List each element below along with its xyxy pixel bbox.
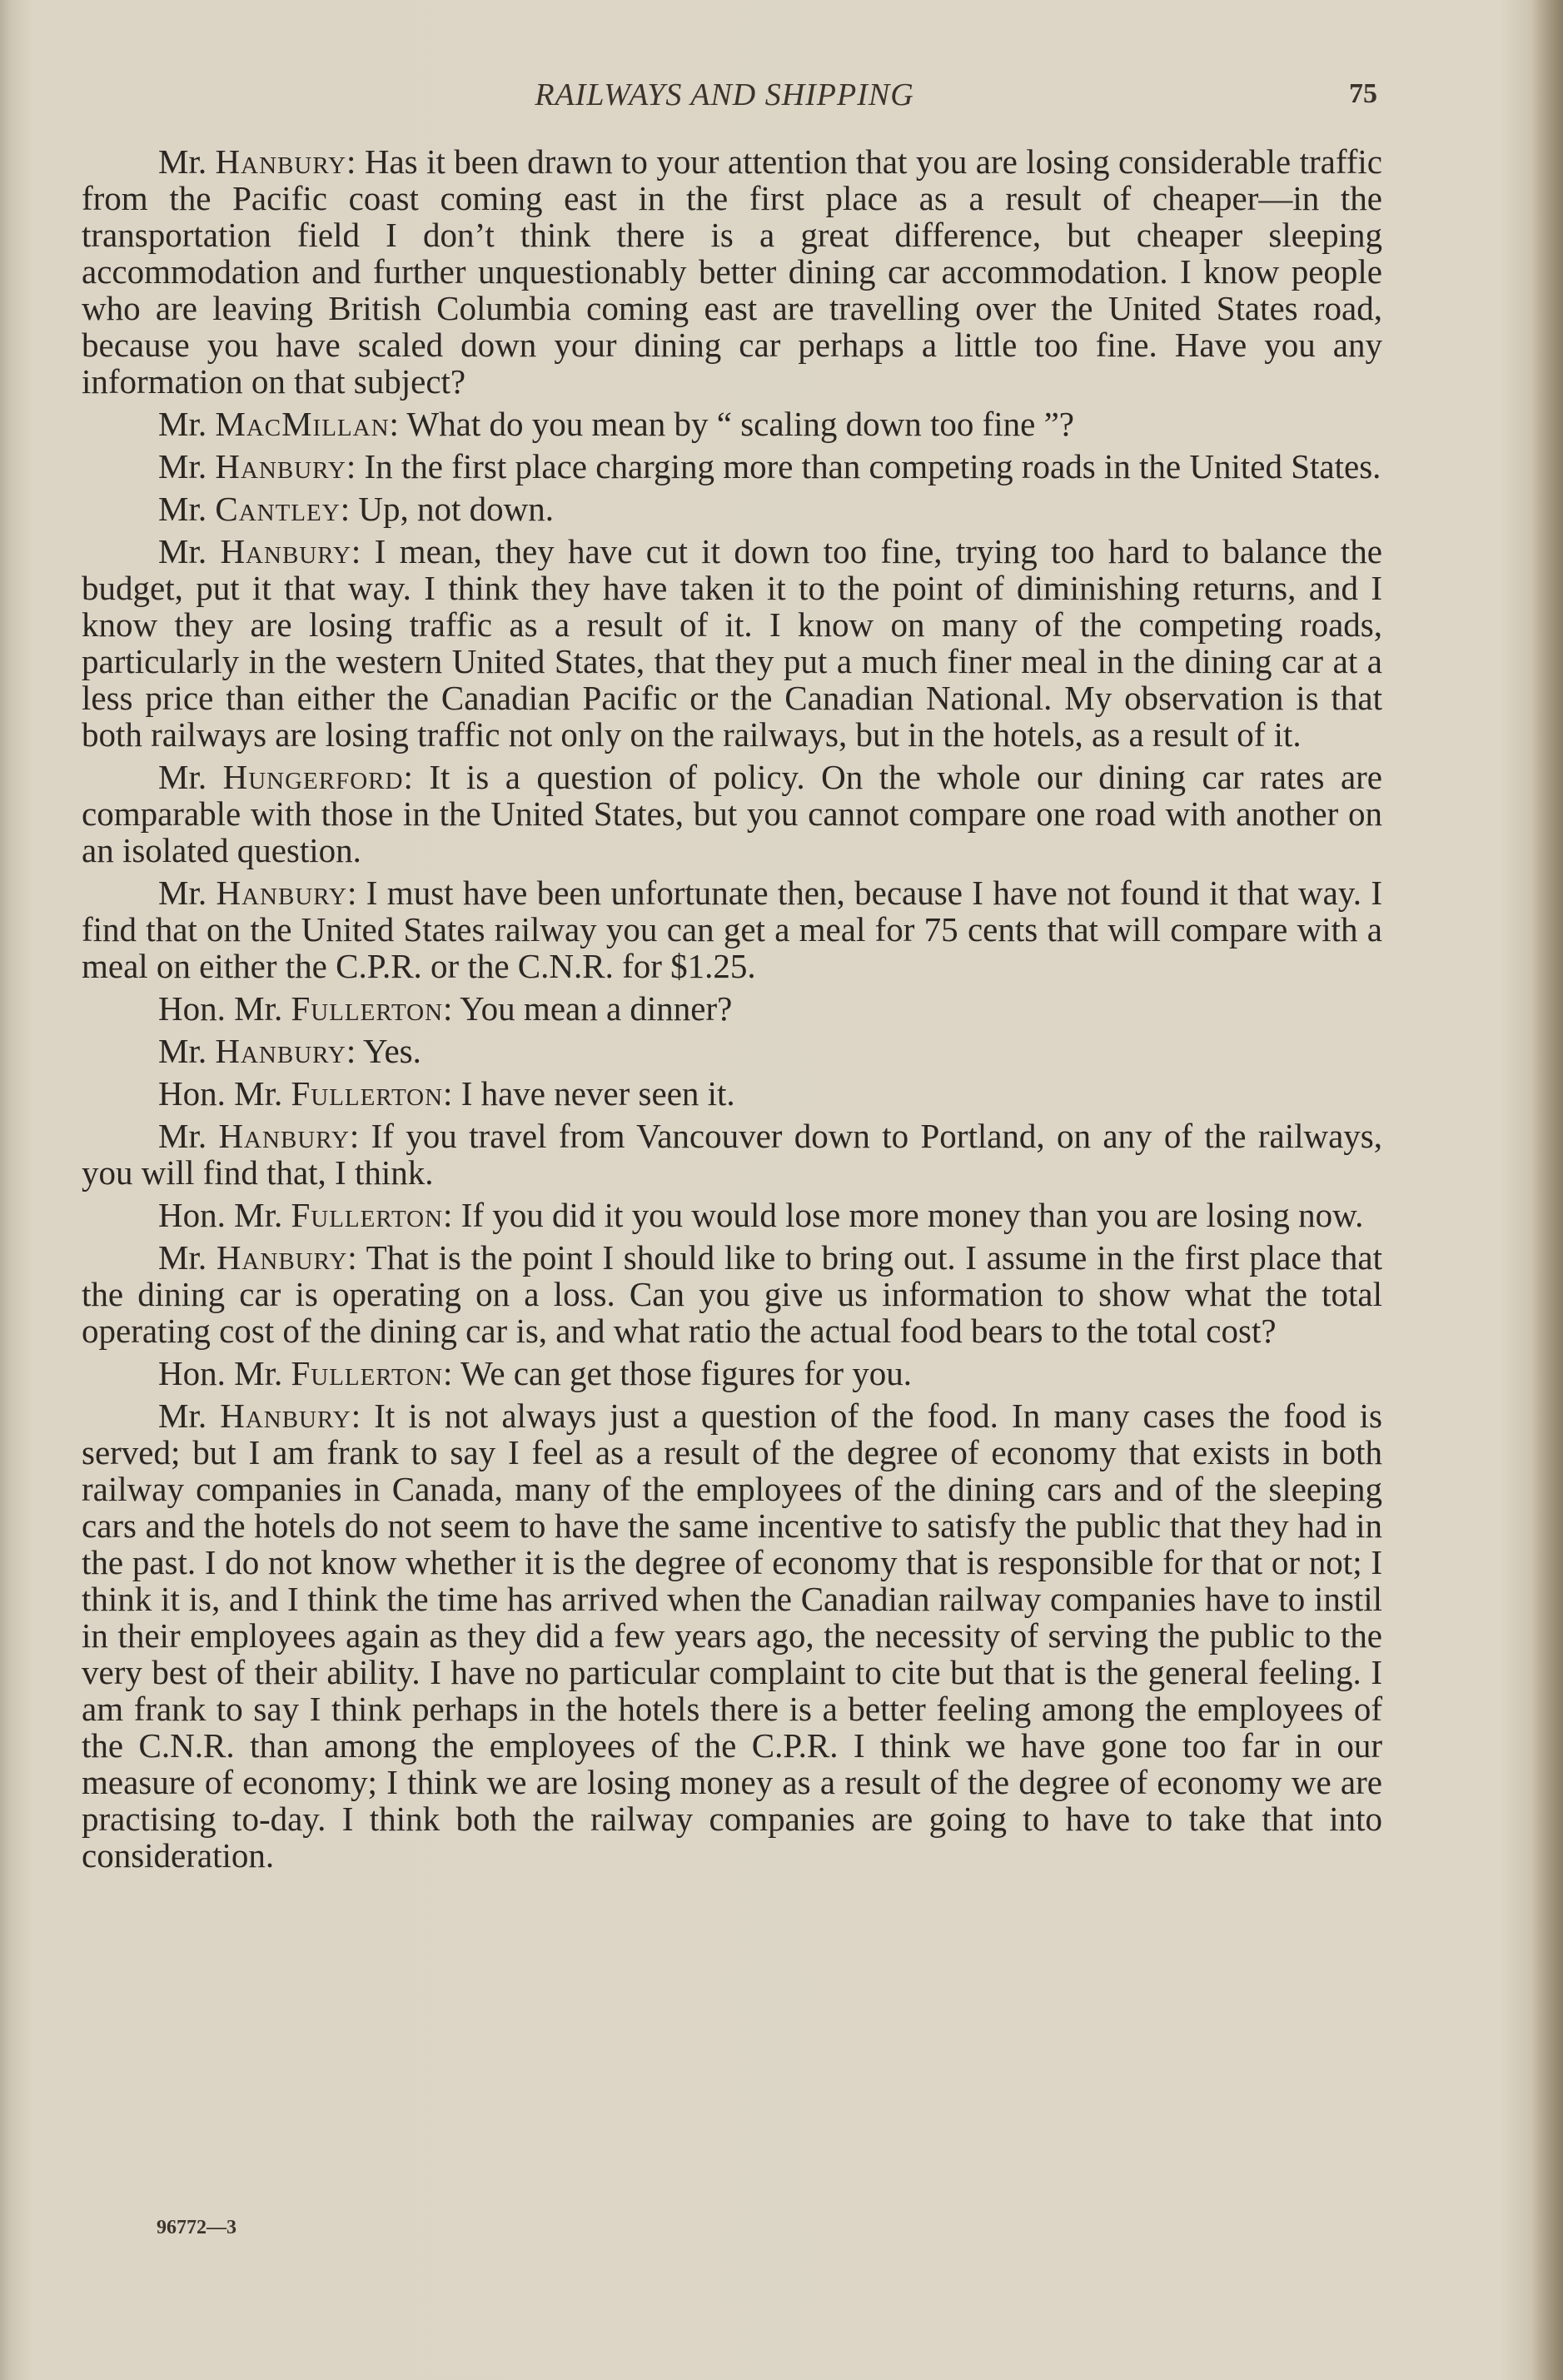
speech-text: : We can get those figures for you. (443, 1354, 912, 1392)
speaker-title: Mr. (158, 490, 216, 528)
transcript-paragraph (82, 874, 1382, 984)
speaker-name: Fullerton (291, 1196, 444, 1234)
transcript-paragraph (82, 1397, 1382, 1874)
speaker-name: Fullerton (291, 1074, 444, 1113)
running-title: RAILWAYS AND SHIPPING (535, 77, 914, 112)
speaker-name: MacMillan (215, 405, 390, 443)
speaker-title: Mr. (158, 1397, 221, 1435)
transcript-paragraph (82, 143, 1382, 400)
speaker-name: Fullerton (291, 1354, 444, 1392)
speech-text: : You mean a dinner? (443, 989, 733, 1028)
transcript-paragraph (82, 406, 1382, 442)
transcript-paragraph (82, 490, 1382, 527)
speaker-name: Hanbury (216, 874, 347, 912)
speech-text: : It is not always just a question of the food. In many cases the food is served; but I am frank to say I feel as a result of the degree of economy that exists in both railway companies in Canada, many of the employees of the dining cars and of the sleeping cars and the hotels do not seem to have the same incentive to satisfy the public that they had in the past. I do not know whether it is the degree of economy that is responsible for that or not; I think it is, and I think the time has arrived when the Canadian railway companies have to instil in their employees again as they did a few years ago, the necessity of serving the public to the very best of their ability. I have no particular complaint to cite but that is the general feeling. I am frank to say I think perhaps in the hotels there is a better feeling among the employees of the C.N.R. than among the employees of the C.P.R. I think we have gone too far in our measure of economy; I think we are losing money as a result of the degree of economy we are practising to-day. I think both the railway companies are going to have to take that into consideration. (82, 1397, 1382, 1875)
page-binding-shadow (1531, 0, 1563, 2380)
transcript-paragraph (82, 1033, 1382, 1069)
transcript-paragraph (82, 1197, 1382, 1233)
speech-text: : Up, not down. (340, 490, 554, 528)
signature-mark: 96772—3 (157, 2217, 236, 2238)
transcript-paragraph (82, 1118, 1382, 1191)
speech-text: : I mean, they have cut it down too fine, trying too hard to balance the budget, put it that way. I think they have taken it to the point of diminishing returns, and I know they are losing traffic as a result of it. I know on many of the competing roads, particularly in the western United States, that they put a much finer meal in the dining car at a less price than either the Canadian Pacific or the Canadian National. My observation is that both railways are losing traffic not only on the railways, but in the hotels, as a result of it. (82, 532, 1382, 754)
transcript-paragraph (82, 759, 1382, 869)
speaker-name: Hanbury (220, 1397, 351, 1435)
speaker-title: Mr. (158, 532, 221, 570)
speech-text: : If you did it you would lose more money than you are losing now. (443, 1196, 1364, 1234)
transcript-paragraph (82, 1239, 1382, 1349)
speaker-title: Hon. Mr. (158, 989, 291, 1028)
running-header (83, 77, 1399, 118)
speaker-name: Hungerford (222, 758, 404, 796)
speech-text: : I must have been unfortunate then, because I have not found it that way. I find that on the United States railway you can get a meal for 75 cents that will compare with a meal on either the C.P.R. or the C.N.R. for $1.25. (82, 874, 1382, 985)
speaker-title: Mr. (158, 447, 216, 485)
speech-text: : In the first place charging more than competing roads in the United States. (346, 447, 1381, 485)
speaker-name: Hanbury (216, 1238, 348, 1277)
transcript-paragraph (82, 533, 1382, 753)
transcript-body (82, 143, 1382, 1880)
speaker-name: Fullerton (291, 989, 444, 1028)
transcript-paragraph (82, 448, 1382, 485)
speech-text: : That is the point I should like to bring out. I assume in the first place that the dining car is operating on a loss. Can you give us information to show what the total operating cost of the dining car is, and what ratio the actual food bears to the total cost? (82, 1238, 1382, 1350)
transcript-paragraph (82, 990, 1382, 1027)
speaker-title: Mr. (158, 1032, 216, 1070)
speech-text: : Has it been drawn to your attention that you are losing considerable traffic from the Pacific coast coming east in the first place as a result of cheaper—in the transportation field I don’t think there is a great difference, but cheaper sleeping accommodation and further unquestionably better dining car accommodation. I know people who are leaving British Columbia coming east are travelling over the United States road, because you have scaled down your dining car perhaps a little too fine. Have you any information on that subject? (82, 142, 1382, 401)
speaker-title: Mr. (158, 874, 217, 912)
transcript-paragraph (82, 1355, 1382, 1392)
speech-text: : It is a question of policy. On the whole our dining car rates are comparable with those in the United States, but you cannot compare one road with another on an isolated question. (82, 758, 1382, 869)
speaker-title: Mr. (158, 142, 216, 181)
speaker-title: Mr. (158, 405, 216, 443)
speaker-title: Mr. (158, 1238, 217, 1277)
speaker-name: Hanbury (220, 532, 351, 570)
speech-text: : If you travel from Vancouver down to Portland, on any of the railways, you will find that, I think. (82, 1117, 1382, 1192)
speech-text: : What do you mean by “ scaling down too fine ”? (389, 405, 1074, 443)
speaker-title: Hon. Mr. (158, 1196, 291, 1234)
speaker-name: Hanbury (218, 1117, 350, 1155)
speech-text: : Yes. (346, 1032, 421, 1070)
speaker-title: Mr. (158, 758, 223, 796)
speaker-name: Hanbury (215, 1032, 346, 1070)
speaker-name: Hanbury (215, 142, 347, 181)
speech-text: : I have never seen it. (443, 1074, 735, 1113)
speaker-title: Hon. Mr. (158, 1074, 291, 1113)
speaker-title: Mr. (158, 1117, 219, 1155)
transcript-paragraph (82, 1075, 1382, 1112)
speaker-name: Cantley (215, 490, 341, 528)
speaker-name: Hanbury (215, 447, 346, 485)
speaker-title: Hon. Mr. (158, 1354, 291, 1392)
page-number: 75 (1349, 78, 1377, 109)
